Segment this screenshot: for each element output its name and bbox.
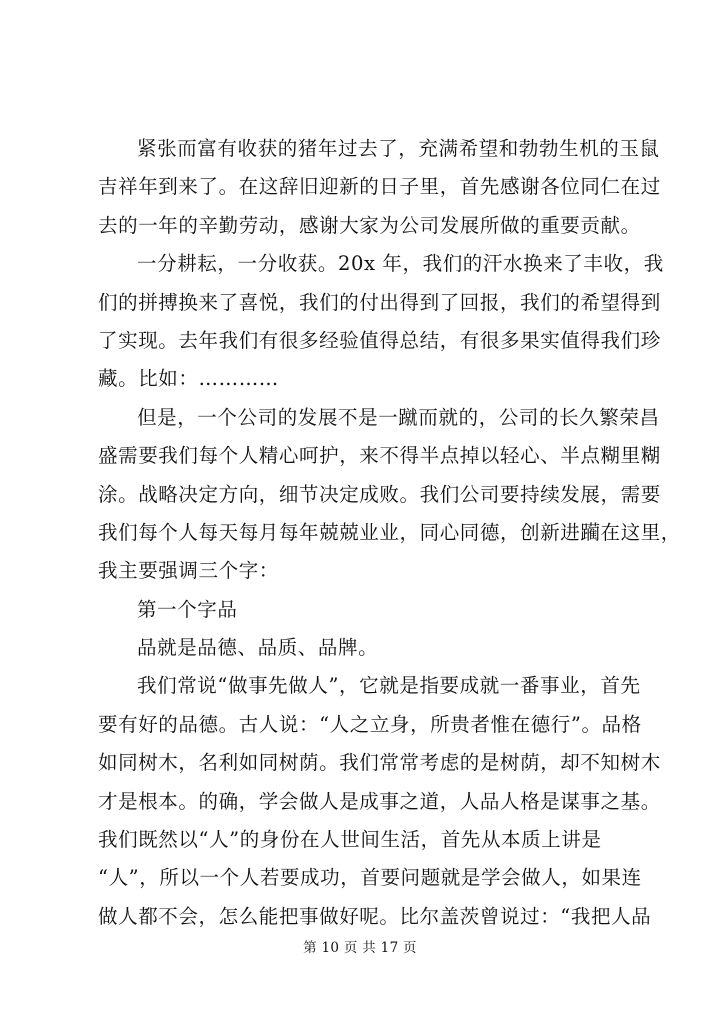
- page-footer: [0, 936, 720, 956]
- text-line: 我们每个人每天每月每年兢兢业业，同心同德，创新进躏在这里，: [98, 520, 681, 544]
- text-line: 要有好的品德。古人说：“人之立身，所贵者惟在德行”。品格: [98, 712, 642, 736]
- text-line: 品就是品德、品质、品牌。: [137, 636, 379, 660]
- text-line: 了实现。去年我们有很多经验值得总结，有很多果实值得我们珍: [98, 328, 661, 352]
- page-number-label: 第 10 页 共 17 页: [303, 940, 417, 956]
- text-line: 才是根本。的确，学会做人是成事之道，人品人格是谋事之基。: [98, 789, 661, 813]
- text-line: 我主要强调三个字：: [98, 559, 279, 583]
- text-line: 涂。战略决定方向，细节决定成败。我们公司要持续发展，需要: [98, 482, 661, 506]
- text-line: 如同树木，名利如同树荫。我们常常考虑的是树荫，却不知树木: [98, 751, 661, 775]
- text-line: 们的拼搏换来了喜悦，我们的付出得到了回报，我们的希望得到: [98, 290, 661, 314]
- text-line: 去的一年的辛勤劳动，感谢大家为公司发展所做的重要贡献。: [98, 213, 641, 237]
- text-line: 紧张而富有收获的猪年过去了，充满希望和勃勃生机的玉鼠: [137, 137, 660, 160]
- text-line: 但是，一个公司的发展不是一蹴而就的，公司的长久繁荣昌: [137, 405, 660, 429]
- text-line: 吉祥年到来了。在这辞旧迎新的日子里，首先感谢各位同仁在过: [98, 175, 661, 199]
- text-line: 一分耕耘，一分收获。20x 年，我们的汗水换来了丰收，我: [137, 252, 664, 276]
- text-line: 第一个字品: [137, 597, 238, 621]
- text-line: 我们既然以“人”的身份在人世间生活，首先从本质上讲是: [98, 828, 602, 852]
- text-line: 藏。比如：…………: [98, 367, 279, 391]
- text-line: 做人都不会，怎么能把事做好呢。比尔盖茨曾说过：“我把人品: [98, 904, 652, 928]
- text-line: 盛需要我们每个人精心呵护，来不得半点掉以轻心、半点糊里糊: [98, 444, 661, 468]
- text-line: “人”，所以一个人若要成功，首要问题就是学会做人，如果连: [98, 866, 642, 890]
- body-text: [98, 130, 681, 936]
- text-line: 我们常说“做事先做人”，它就是指要成就一番事业，首先: [137, 674, 641, 698]
